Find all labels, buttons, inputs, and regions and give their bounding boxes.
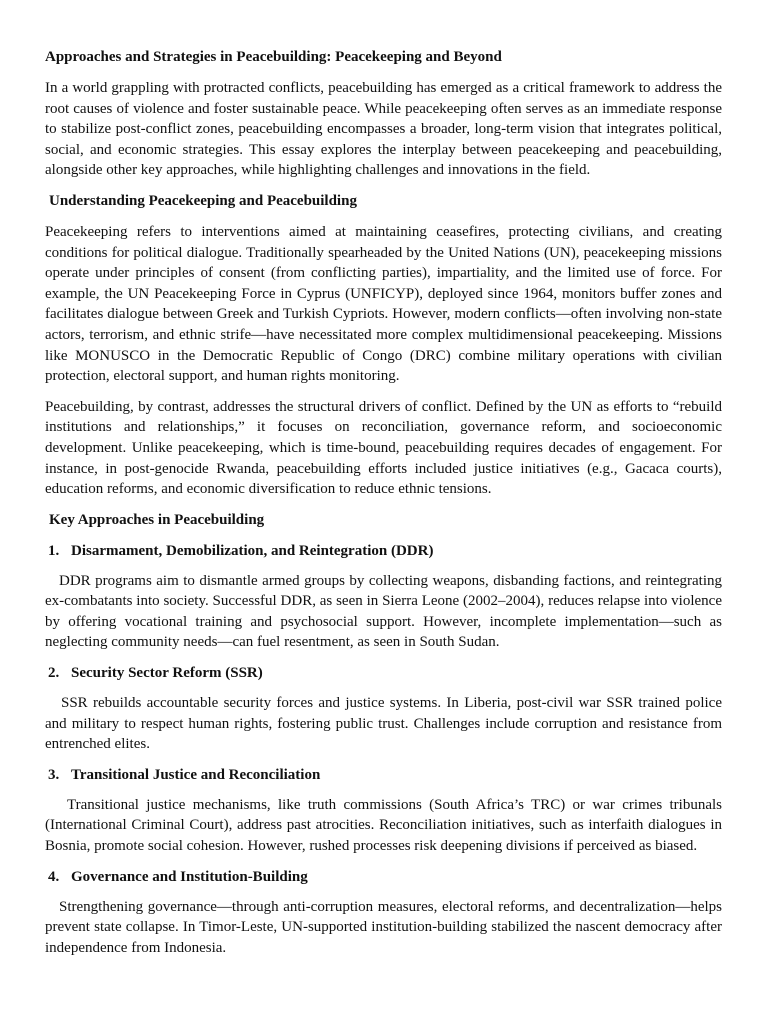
list-number: 1. <box>48 542 60 559</box>
list-heading-text: Transitional Justice and Reconciliation <box>71 766 321 783</box>
document-title: Approaches and Strategies in Peacebuilding: Peacekeeping and Beyond <box>45 49 502 65</box>
list-number: 4. <box>48 868 60 885</box>
section-heading-understanding: Understanding Peacekeeping and Peacebuilding <box>49 192 357 209</box>
list-number: 3. <box>48 766 60 783</box>
list-heading-ddr <box>48 541 722 561</box>
transitional-justice-paragraph: Transitional justice mechanisms, like truth commissions (South Africa’s TRC) or war crimes tribunals (International Criminal Court), address past atrocities. Reconciliation initiatives, such as interfaith dialogues in Bosnia, promote social cohesion. However, rushed processes risk deepening divisions if perceived as biased. <box>45 796 722 855</box>
peacebuilding-paragraph: Peacebuilding, by contrast, addresses the structural drivers of conflict. Defined by the UN as efforts to “rebuild institutions and relationships,” it focuses on reconciliation, governance reform, and socioeconomic development. Unlike peacekeeping, which is time-bound, peacebuilding requires decades of engagement. For instance, in post-genocide Rwanda, peacebuilding efforts included justice initiatives (e.g., Gacaca courts), education reforms, and economic diversification to reduce ethnic tensions. <box>45 398 722 498</box>
peacekeeping-paragraph: Peacekeeping refers to interventions aimed at maintaining ceasefires, protecting civilians, and creating conditions for political dialogue. Traditionally spearheaded by the United Nations (UN), peacekeeping missions operate under principles of consent (from conflicting parties), impartiality, and the limited use of force. For example, the UN Peacekeeping Force in Cyprus (UNFICYP), deployed since 1964, monitors buffer zones and facilitates dialogue between Greek and Turkish Cypriots. However, modern conflicts—often involving non-state actors, terrorism, and ethnic strife—have necessitated more complex multidimensional peacekeeping. Missions like MONUSCO in the Democratic Republic of Congo (DRC) combine military operations with civilian protection, electoral support, and human rights monitoring. <box>45 223 722 385</box>
list-heading-transitional-justice <box>48 765 722 785</box>
intro-paragraph: In a world grappling with protracted conflicts, peacebuilding has emerged as a critical framework to address the root causes of violence and foster sustainable peace. While peacekeeping often serves as an immediate response to stabilize post-conflict zones, peacebuilding encompasses a broader, long-term vision that integrates political, social, and economic strategies. This essay explores the interplay between peacekeeping and peacebuilding, alongside other key approaches, while highlighting challenges and innovations in the field. <box>45 80 722 179</box>
list-heading-text: Disarmament, Demobilization, and Reintegration (DDR) <box>71 542 434 559</box>
governance-paragraph: Strengthening governance—through anti-corruption measures, electoral reforms, and decentralization—helps prevent state collapse. In Timor-Leste, UN-supported institution-building stabilized the nascent democracy after independence from Indonesia. <box>45 898 722 956</box>
list-heading-governance <box>48 867 722 887</box>
section-heading-key-approaches: Key Approaches in Peacebuilding <box>49 511 265 528</box>
ssr-paragraph: SSR rebuilds accountable security forces and justice systems. In Liberia, post-civil war SSR trained police and military to respect human rights, fostering public trust. Challenges include corruption and resistance from entrenched elites. <box>45 695 722 753</box>
list-heading-text: Governance and Institution-Building <box>71 868 308 885</box>
list-number: 2. <box>48 665 60 682</box>
ddr-paragraph: DDR programs aim to dismantle armed groups by collecting weapons, disbanding factions, and reintegrating ex-combatants into society. Successful DDR, as seen in Sierra Leone (2002–2004), reduces relapse into violence by offering vocational training and psychosocial support. However, incomplete implementation—such as neglecting community needs—can fuel resentment, as seen in South Sudan. <box>45 572 722 651</box>
list-heading-text: Security Sector Reform (SSR) <box>71 665 263 682</box>
list-heading-ssr <box>48 663 722 683</box>
